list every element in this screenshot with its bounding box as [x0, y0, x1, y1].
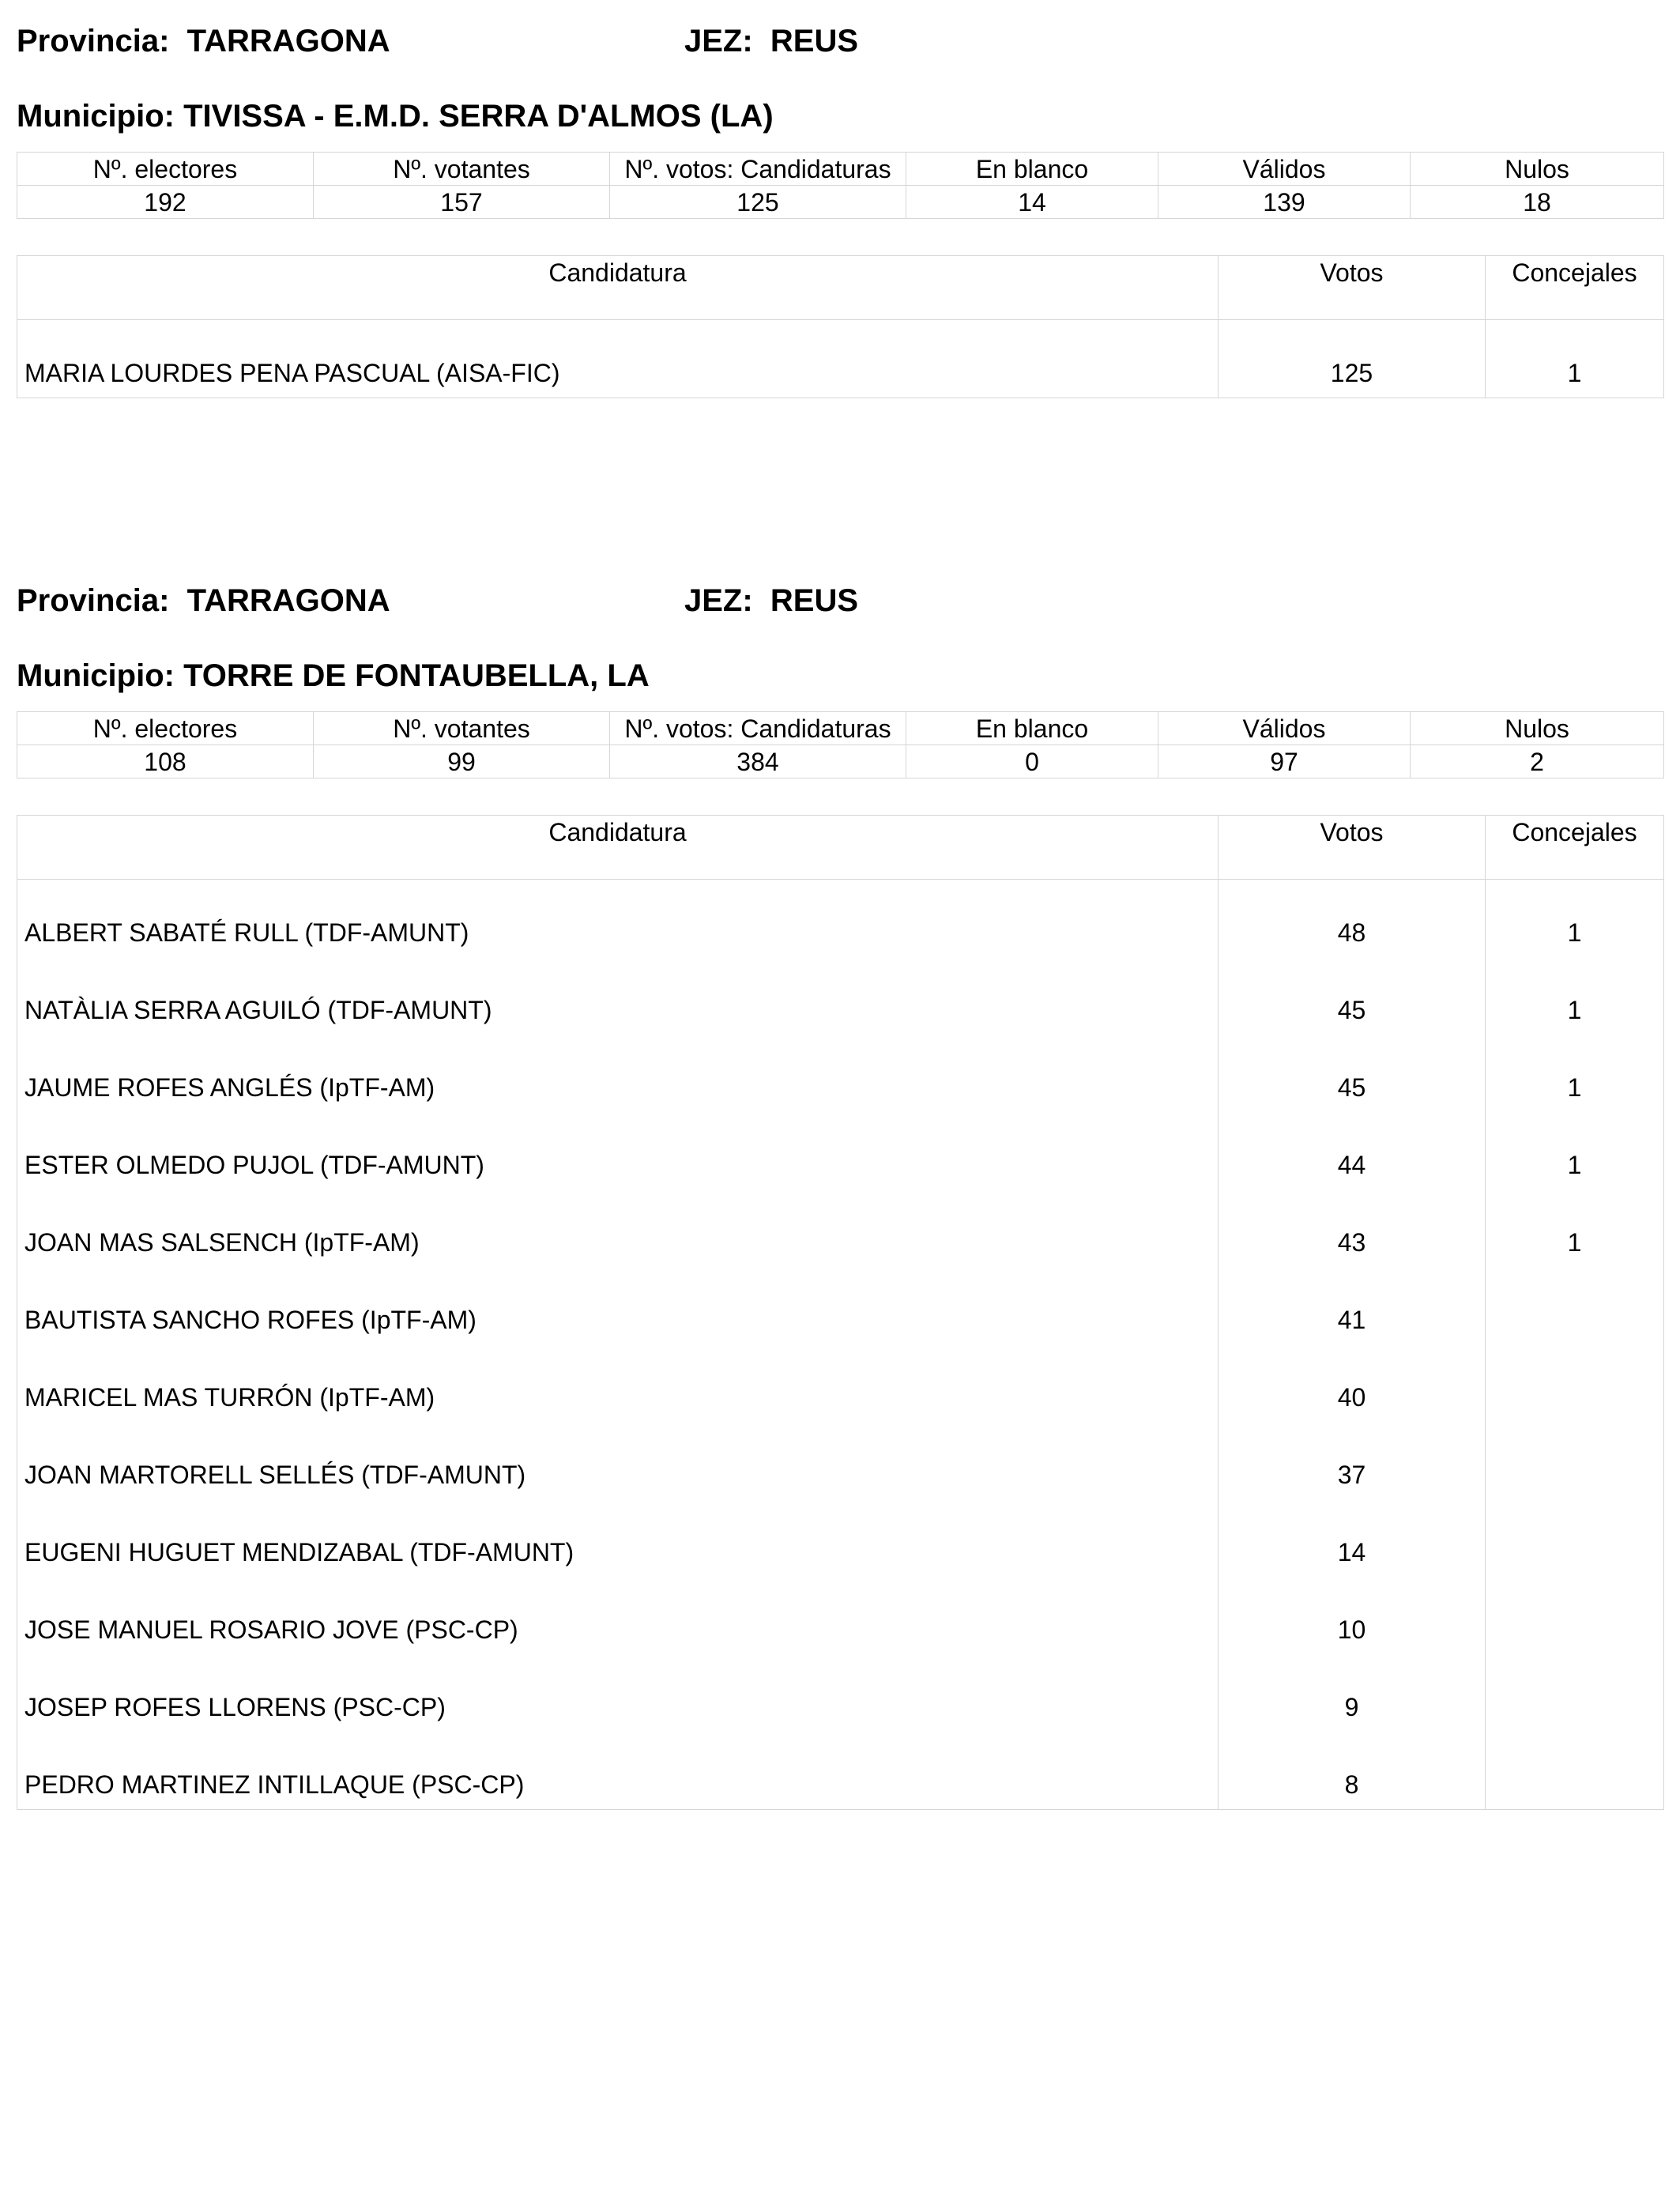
jez-heading: JEZ: REUS: [684, 24, 859, 58]
stats-header-cell: Nulos: [1411, 712, 1664, 745]
stats-header-cell: Nº. electores: [17, 153, 314, 186]
stats-value-cell: 0: [906, 745, 1158, 778]
candidate-name: JOSE MANUEL ROSARIO JOVE (PSC-CP): [17, 1577, 1219, 1654]
candidate-votes: 9: [1219, 1654, 1486, 1732]
candidate-votes: 44: [1219, 1112, 1486, 1189]
stats-value-cell: 97: [1158, 745, 1411, 778]
provincia-heading: Provincia: TARRAGONA: [17, 24, 390, 58]
candidate-row: [17, 1577, 1664, 1654]
concejales-header: Concejales: [1486, 816, 1664, 880]
candidates-header-row: [17, 816, 1664, 880]
stats-value-cell: 18: [1411, 186, 1664, 219]
candidate-row: [17, 1422, 1664, 1499]
stats-header-cell: Válidos: [1158, 712, 1411, 745]
candidate-votes: 43: [1219, 1189, 1486, 1267]
candidate-votes: 125: [1219, 320, 1486, 398]
candidate-seats: 1: [1486, 320, 1664, 398]
stats-value-row: [17, 186, 1664, 219]
stats-value-cell: 14: [906, 186, 1158, 219]
stats-value-cell: 139: [1158, 186, 1411, 219]
candidate-seats: [1486, 1499, 1664, 1577]
candidate-name: ALBERT SABATÉ RULL (TDF-AMUNT): [17, 880, 1219, 958]
stats-header-cell: Nº. electores: [17, 712, 314, 745]
municipio-heading: Municipio: TORRE DE FONTAUBELLA, LA: [17, 658, 650, 693]
stats-header-cell: Nulos: [1411, 153, 1664, 186]
candidate-row: [17, 1344, 1664, 1422]
stats-header-row: [17, 712, 1664, 745]
candidate-votes: 41: [1219, 1267, 1486, 1344]
candidate-name: JAUME ROFES ANGLÉS (IpTF-AM): [17, 1035, 1219, 1112]
stats-value-cell: 125: [610, 186, 906, 219]
candidate-votes: 14: [1219, 1499, 1486, 1577]
candidate-votes: 45: [1219, 957, 1486, 1035]
stats-value-row: [17, 745, 1664, 778]
candidate-row: [17, 1732, 1664, 1810]
candidates-table: [17, 815, 1664, 1810]
stats-header-cell: Válidos: [1158, 153, 1411, 186]
candidate-row: [17, 1267, 1664, 1344]
candidate-seats: 1: [1486, 957, 1664, 1035]
stats-value-cell: 2: [1411, 745, 1664, 778]
candidate-votes: 10: [1219, 1577, 1486, 1654]
candidate-row: [17, 1112, 1664, 1189]
candidate-seats: [1486, 1654, 1664, 1732]
stats-header-cell: Nº. votantes: [314, 712, 610, 745]
stats-value-cell: 108: [17, 745, 314, 778]
stats-header-cell: Nº. votos: Candidaturas: [610, 153, 906, 186]
candidate-votes: 37: [1219, 1422, 1486, 1499]
candidate-seats: [1486, 1732, 1664, 1810]
candidate-seats: [1486, 1422, 1664, 1499]
candidate-name: JOSEP ROFES LLORENS (PSC-CP): [17, 1654, 1219, 1732]
stats-value-cell: 157: [314, 186, 610, 219]
concejales-header: Concejales: [1486, 256, 1664, 320]
candidate-seats: 1: [1486, 1035, 1664, 1112]
candidate-seats: [1486, 1577, 1664, 1654]
candidate-name: EUGENI HUGUET MENDIZABAL (TDF-AMUNT): [17, 1499, 1219, 1577]
candidate-row: [17, 1654, 1664, 1732]
stats-header-cell: Nº. votantes: [314, 153, 610, 186]
stats-header-cell: En blanco: [906, 712, 1158, 745]
stats-header-cell: En blanco: [906, 153, 1158, 186]
stats-value-cell: 192: [17, 186, 314, 219]
candidate-name: JOAN MARTORELL SELLÉS (TDF-AMUNT): [17, 1422, 1219, 1499]
stats-header-row: [17, 153, 1664, 186]
candidate-name: NATÀLIA SERRA AGUILÓ (TDF-AMUNT): [17, 957, 1219, 1035]
candidate-name: JOAN MAS SALSENCH (IpTF-AM): [17, 1189, 1219, 1267]
candidatura-header: Candidatura: [17, 256, 1219, 320]
candidate-name: MARICEL MAS TURRÓN (IpTF-AM): [17, 1344, 1219, 1422]
candidate-votes: 48: [1219, 880, 1486, 958]
candidate-row: [17, 1189, 1664, 1267]
candidate-votes: 8: [1219, 1732, 1486, 1810]
votos-header: Votos: [1219, 256, 1486, 320]
stats-value-cell: 99: [314, 745, 610, 778]
candidate-seats: 1: [1486, 1112, 1664, 1189]
provincia-heading: Provincia: TARRAGONA: [17, 583, 390, 618]
candidates-table: [17, 255, 1664, 398]
candidate-name: BAUTISTA SANCHO ROFES (IpTF-AM): [17, 1267, 1219, 1344]
stats-table: [17, 152, 1664, 219]
candidate-row: [17, 957, 1664, 1035]
candidate-row: [17, 1499, 1664, 1577]
candidate-row: [17, 320, 1664, 398]
municipio-heading: Municipio: TIVISSA - E.M.D. SERRA D'ALMOS (LA): [17, 99, 774, 134]
candidate-seats: 1: [1486, 880, 1664, 958]
candidate-seats: [1486, 1344, 1664, 1422]
candidate-row: [17, 880, 1664, 958]
candidate-name: ESTER OLMEDO PUJOL (TDF-AMUNT): [17, 1112, 1219, 1189]
candidate-name: PEDRO MARTINEZ INTILLAQUE (PSC-CP): [17, 1732, 1219, 1810]
stats-value-cell: 384: [610, 745, 906, 778]
stats-header-cell: Nº. votos: Candidaturas: [610, 712, 906, 745]
jez-heading: JEZ: REUS: [684, 583, 859, 618]
candidate-name: MARIA LOURDES PENA PASCUAL (AISA-FIC): [17, 320, 1219, 398]
candidates-header-row: [17, 256, 1664, 320]
stats-table: [17, 711, 1664, 778]
candidate-votes: 40: [1219, 1344, 1486, 1422]
candidatura-header: Candidatura: [17, 816, 1219, 880]
candidate-seats: 1: [1486, 1189, 1664, 1267]
votos-header: Votos: [1219, 816, 1486, 880]
candidate-seats: [1486, 1267, 1664, 1344]
candidate-votes: 45: [1219, 1035, 1486, 1112]
candidate-row: [17, 1035, 1664, 1112]
